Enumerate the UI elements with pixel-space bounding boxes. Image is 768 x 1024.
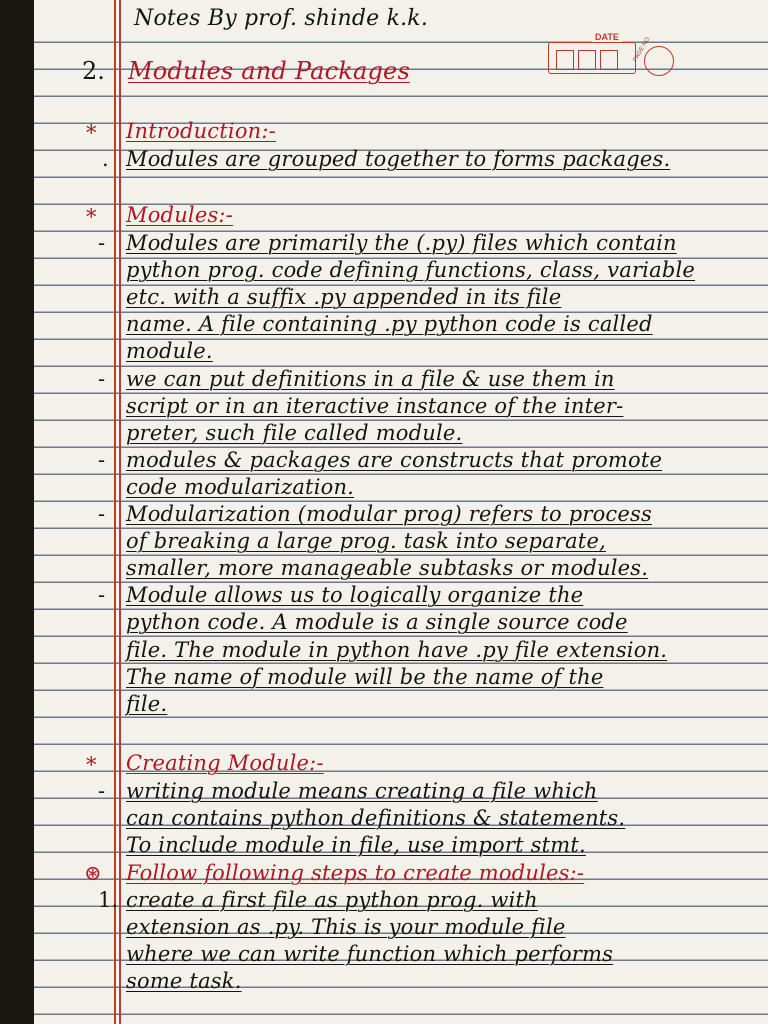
line-text: name. A file containing .py python code is called [126, 312, 653, 337]
page-label: PAGE NO. [632, 35, 653, 63]
line-text: where we can write function which performs [126, 942, 614, 967]
line-text: preter, such file called module. [126, 420, 463, 445]
text-line [126, 914, 566, 940]
page-number-circle [644, 46, 674, 76]
text-line [126, 501, 652, 527]
text-line [126, 311, 653, 337]
text-line [126, 284, 561, 310]
line-text: To include module in file, use import stmt. [126, 833, 586, 858]
star-marker: * [86, 121, 97, 145]
creating-heading-line [126, 750, 324, 776]
text-line [126, 366, 615, 392]
line-text: writing module means creating a file which [126, 779, 598, 803]
notes-author: Notes By prof. shinde k.k. [134, 6, 429, 31]
intro-heading: Introduction:- [126, 119, 276, 143]
text-line [126, 420, 462, 446]
line-text: Module allows us to logically organize the [126, 583, 584, 608]
circled-star-marker: ⊛ [84, 861, 102, 885]
line-marker: 1. [98, 888, 119, 912]
line-text: The name of module will be the name of the [126, 664, 604, 689]
text-line [126, 257, 695, 283]
line-text: script or in an iteractive instance of the inter- [126, 393, 624, 418]
line-text: file. [126, 691, 168, 716]
text-line [126, 691, 167, 717]
line-marker: - [98, 366, 106, 391]
date-cell [600, 50, 618, 70]
text-line [126, 582, 583, 608]
text-line [126, 447, 662, 473]
line-text: some task. [126, 969, 242, 994]
text-line [126, 778, 598, 804]
line-text: python code. A module is a single source code [126, 610, 628, 635]
date-cell [556, 50, 574, 70]
line-text: Modularization (modular prog) refers to process [126, 502, 652, 526]
line-text: create a first file as python prog. with [126, 888, 538, 912]
line-marker: - [98, 502, 106, 526]
creating-heading: Creating Module:- [126, 751, 324, 775]
steps-heading-line [126, 860, 584, 886]
text-line [126, 887, 538, 913]
steps-heading: Follow following steps to create modules:- [126, 861, 585, 885]
date-label: DATE [592, 32, 622, 42]
intro-text: Modules are grouped together to forms packages. [126, 147, 671, 171]
line-text: modules & packages are constructs that promote [126, 447, 663, 472]
text-line [126, 664, 604, 690]
line-text: file. The module in python have .py file extension. [126, 637, 668, 662]
text-line [126, 528, 606, 554]
line-marker: - [98, 583, 106, 608]
line-text: smaller, more manageable subtasks or modules. [126, 556, 649, 581]
star-marker: * [86, 205, 97, 229]
line-text: can contains python definitions & statements. [126, 806, 626, 831]
modules-heading: Modules:- [126, 203, 234, 227]
margin-line [119, 0, 121, 1024]
line-text: code modularization. [126, 474, 355, 499]
intro-text-line [126, 146, 670, 172]
line-marker: - [98, 779, 106, 803]
text-line [126, 393, 623, 419]
line-text: extension as .py. This is your module file [126, 915, 566, 940]
notes-author-line [134, 6, 428, 32]
text-line [126, 805, 625, 831]
text-line [126, 338, 213, 364]
line-marker: - [98, 447, 106, 472]
text-line [126, 637, 667, 663]
text-line [126, 474, 354, 500]
bullet-marker: . [102, 147, 109, 171]
line-text: module. [126, 339, 213, 364]
chapter-number: 2. [82, 57, 105, 85]
chapter-title-line [128, 58, 410, 84]
text-line [126, 832, 586, 858]
notebook-page [34, 0, 768, 1024]
margin-line [114, 0, 116, 1024]
line-text: Modules are primarily the (.py) files which contain [126, 231, 677, 255]
chapter-title: Modules and Packages [128, 57, 410, 85]
star-marker: * [86, 753, 97, 777]
line-text: python prog. code defining functions, class, variable [126, 258, 696, 283]
line-marker: - [98, 231, 106, 255]
intro-heading-line [126, 118, 276, 144]
date-page-box [548, 32, 672, 76]
line-text: of breaking a large prog. task into separate, [126, 529, 606, 554]
text-line [126, 555, 648, 581]
line-text: etc. with a suffix .py appended in its file [126, 285, 562, 310]
text-line [126, 230, 677, 256]
line-text: we can put definitions in a file & use them in [126, 366, 615, 391]
modules-heading-line [126, 202, 233, 228]
text-line [126, 609, 628, 635]
text-line [126, 968, 242, 994]
text-line [126, 941, 613, 967]
date-cell [578, 50, 596, 70]
